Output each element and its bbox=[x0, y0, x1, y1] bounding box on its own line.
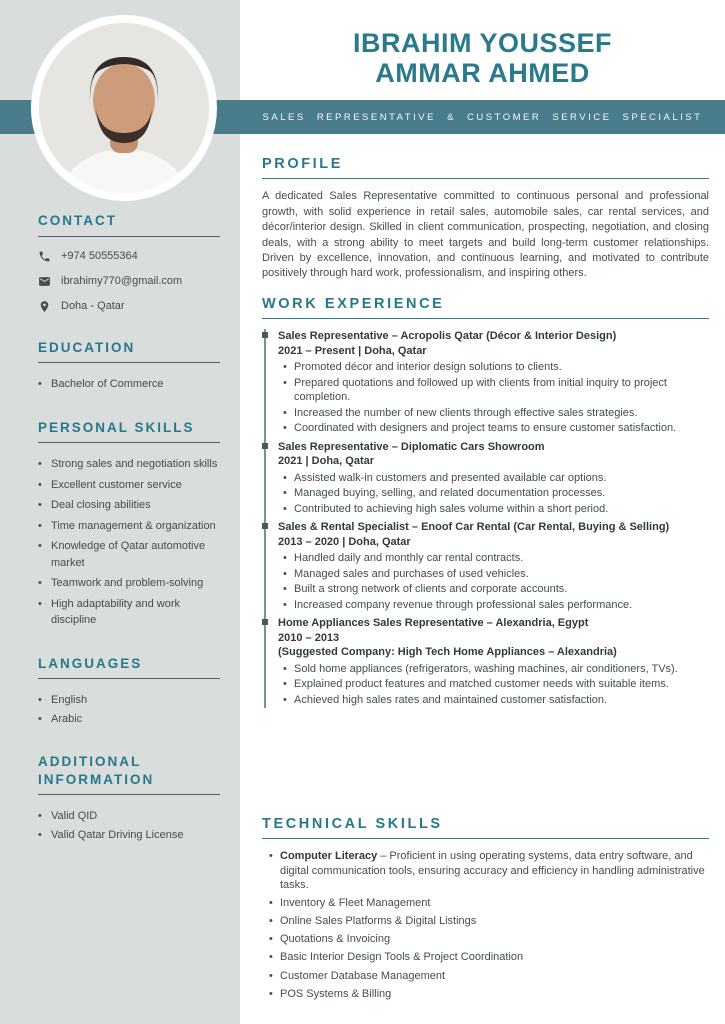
main-content bbox=[240, 156, 725, 712]
candidate-name-line1: IBRAHIM YOUSSEF bbox=[352, 28, 613, 58]
job-entry bbox=[278, 520, 709, 612]
list-item: • English bbox=[38, 692, 220, 709]
list-item: • Excellent customer service bbox=[38, 477, 220, 494]
languages-list bbox=[38, 692, 220, 727]
list-item: • Valid QID bbox=[38, 808, 220, 825]
job-bullet: • Managed buying, selling, and related documentation processes. bbox=[294, 486, 709, 501]
job-entry bbox=[278, 329, 709, 436]
technical-skills-heading: TECHNICAL SKILLS bbox=[262, 816, 709, 839]
job-bullets bbox=[278, 551, 709, 612]
contact-heading: CONTACT bbox=[38, 212, 220, 237]
job-entry bbox=[278, 440, 709, 517]
list-item: • Quotations & Invoicing bbox=[280, 932, 709, 947]
job-bullet: • Sold home appliances (refrigerators, washing machines, air conditioners, TVs). bbox=[294, 662, 709, 677]
job-bullet: • Promoted décor and interior design solutions to clients. bbox=[294, 360, 709, 375]
job-bullets bbox=[278, 471, 709, 517]
candidate-name bbox=[240, 28, 725, 88]
work-experience-heading: WORK EXPERIENCE bbox=[262, 296, 709, 319]
list-item: • Arabic bbox=[38, 711, 220, 728]
profile-photo-avatar bbox=[39, 23, 209, 193]
list-item: • POS Systems & Billing bbox=[280, 987, 709, 1002]
job-title-band-text: SALES REPRESENTATIVE & CUSTOMER SERVICE SPECIALIST bbox=[262, 111, 703, 123]
additional-info-section bbox=[38, 753, 220, 843]
job-title: Home Appliances Sales Representative – Alexandria, Egypt bbox=[278, 617, 589, 630]
languages-heading: LANGUAGES bbox=[38, 655, 220, 680]
list-item: • Teamwork and problem-solving bbox=[38, 575, 220, 592]
job-bullet: • Increased company revenue through professional sales performance. bbox=[294, 598, 709, 613]
personal-skills-list bbox=[38, 456, 220, 629]
contact-phone: +974 50555364 bbox=[61, 250, 138, 263]
list-item: • Basic Interior Design Tools & Project Coordination bbox=[280, 950, 709, 965]
job-meta: 2010 – 2013 bbox=[278, 631, 340, 644]
profile-text: A dedicated Sales Representative committed to continuous personal and professional growth, with solid experience in retail sales, automobile sales, car rental services, and décor/interior design. Skilled in client communication, prospecting, negotiation, and closing deals, with a strong ability to meet targets and build long-term customer relationships. Driven by excellence, innovation, and continuous learning, and motivated to contribute positively through hard work, professionalism, and inspiring others. bbox=[262, 190, 709, 280]
phone-icon bbox=[38, 250, 51, 263]
contact-email-row bbox=[38, 275, 220, 288]
contact-email: ibrahimy770@gmail.com bbox=[61, 275, 183, 288]
list-item: • Strong sales and negotiation skills bbox=[38, 456, 220, 473]
envelope-icon bbox=[38, 275, 51, 288]
contact-phone-row bbox=[38, 250, 220, 263]
additional-info-heading: ADDITIONAL INFORMATION bbox=[38, 753, 220, 795]
skill-description: – Proficient in using operating systems, data entry software, and digital communication tools, ensuring accuracy and efficiency in handling administrative tasks. bbox=[280, 850, 705, 892]
job-title: Sales & Rental Specialist – Enoof Car Rental (Car Rental, Buying & Selling) bbox=[278, 521, 670, 534]
education-heading: EDUCATION bbox=[38, 339, 220, 364]
job-bullets bbox=[278, 360, 709, 436]
job-bullet: • Built a strong network of clients and corporate accounts. bbox=[294, 582, 709, 597]
languages-section bbox=[38, 655, 220, 728]
list-item: • Time management & organization bbox=[38, 518, 220, 535]
job-bullet: • Increased the number of new clients through effective sales strategies. bbox=[294, 406, 709, 421]
technical-skills-list bbox=[262, 849, 709, 1001]
contact-location-row bbox=[38, 300, 220, 313]
job-title: Sales Representative – Diplomatic Cars Showroom bbox=[278, 440, 545, 453]
list-item: • Customer Database Management bbox=[280, 969, 709, 984]
list-item: • High adaptability and work discipline bbox=[38, 596, 220, 629]
job-bullet: • Prepared quotations and followed up with clients from initial inquiry to project completion. bbox=[294, 376, 709, 405]
profile-heading: PROFILE bbox=[262, 156, 709, 179]
job-bullet: • Contributed to achieving high sales volume within a short period. bbox=[294, 502, 709, 517]
job-bullet: • Assisted walk-in customers and presented available car options. bbox=[294, 471, 709, 486]
work-experience-timeline bbox=[264, 329, 709, 707]
job-bullet: • Explained product features and matched customer needs with suitable items. bbox=[294, 677, 709, 692]
job-meta: 2021 | Doha, Qatar bbox=[278, 455, 375, 468]
candidate-name-line2: AMMAR AHMED bbox=[375, 58, 590, 89]
contact-location: Doha - Qatar bbox=[61, 300, 125, 313]
job-title: Sales Representative – Acropolis Qatar (Décor & Interior Design) bbox=[278, 330, 617, 343]
profile-photo-frame bbox=[31, 15, 217, 201]
list-item bbox=[280, 849, 709, 893]
job-meta: 2013 – 2020 | Doha, Qatar bbox=[278, 535, 411, 548]
job-bullet: • Coordinated with designers and project teams to ensure customer satisfaction. bbox=[294, 421, 709, 436]
list-item: • Online Sales Platforms & Digital Listings bbox=[280, 914, 709, 929]
job-bullet: • Handled daily and monthly car rental contracts. bbox=[294, 551, 709, 566]
education-list bbox=[38, 376, 220, 393]
list-item: • Bachelor of Commerce bbox=[38, 376, 220, 393]
list-item: • Valid Qatar Driving License bbox=[38, 827, 220, 844]
skill-name: Computer Literacy bbox=[280, 850, 378, 863]
technical-skills-section bbox=[240, 816, 725, 1005]
additional-info-list bbox=[38, 808, 220, 843]
sidebar bbox=[0, 212, 240, 869]
contact-section bbox=[38, 212, 220, 313]
list-item: • Deal closing abilities bbox=[38, 497, 220, 514]
personal-skills-section bbox=[38, 419, 220, 629]
education-section bbox=[38, 339, 220, 393]
location-pin-icon bbox=[38, 300, 51, 313]
job-meta-suggested-company: (Suggested Company: High Tech Home Appliances – Alexandria) bbox=[278, 646, 617, 659]
job-meta: 2021 – Present | Doha, Qatar bbox=[278, 344, 427, 357]
job-bullets bbox=[278, 662, 709, 708]
profile-photo bbox=[39, 23, 209, 193]
job-bullet: • Managed sales and purchases of used vehicles. bbox=[294, 567, 709, 582]
list-item: • Inventory & Fleet Management bbox=[280, 896, 709, 911]
personal-skills-heading: PERSONAL SKILLS bbox=[38, 419, 220, 444]
job-entry bbox=[278, 616, 709, 707]
list-item: • Knowledge of Qatar automotive market bbox=[38, 538, 220, 571]
job-bullet: • Achieved high sales rates and maintained customer satisfaction. bbox=[294, 693, 709, 708]
